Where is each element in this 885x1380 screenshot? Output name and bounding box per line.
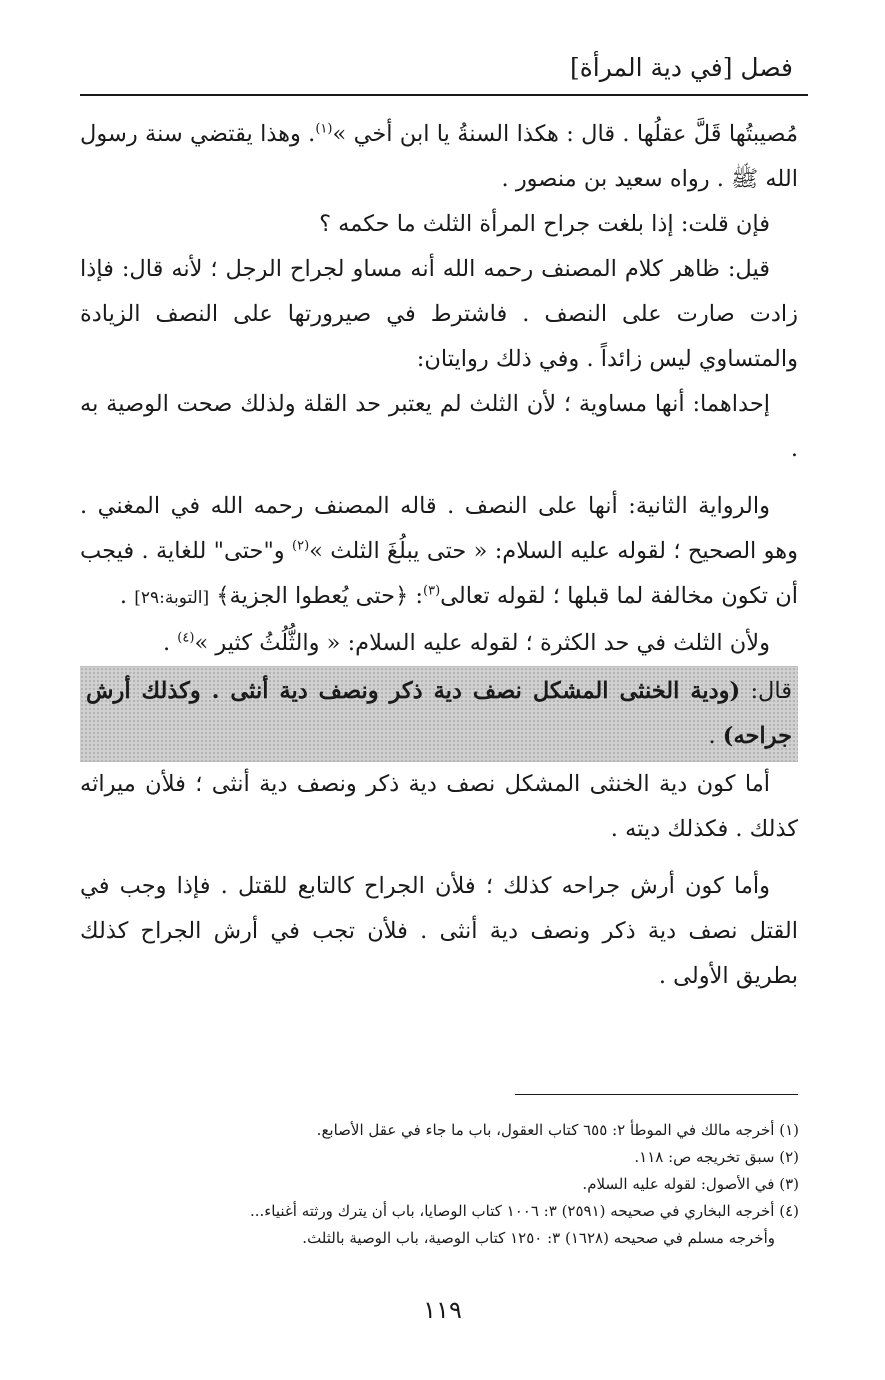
footnote-ref-4[interactable]: (٤) (177, 630, 195, 646)
paragraph-3: قيل: ظاهر كلام المصنف رحمه الله أنه مساو لجراح الرجل ؛ لأنه قال: فإذا زادت صارت على النصف . فاشترط في صيرورتها على النصف الزيادة والمتساوي ليس زائداً . وفي ذلك روايتان: (80, 256, 798, 372)
paragraph-5-part-2: و"حتى" للغاية . فيجب أن تكون مخالفة لما قبلها ؛ لقوله تعالى (80, 538, 798, 609)
footnote-ref-2[interactable]: (٢) (292, 538, 310, 554)
paragraph-6-end: . (162, 630, 178, 656)
footnote-4-continuation: وأخرجه مسلم في صحيحه (١٦٢٨) ٣: ١٢٥٠ كتاب الوصية، باب الوصية بالثلث. (302, 1229, 775, 1247)
footnote-ref-1[interactable]: (١) (315, 121, 333, 137)
paragraph-6 (80, 621, 798, 666)
footnote-2: (٢) سبق تخريجه ص: ١١٨. (634, 1148, 799, 1166)
main-text (80, 112, 798, 999)
matn-text: (ودية الخنثى المشكل نصف دية ذكر ونصف دية أنثى . وكذلك أرش جراحه) (86, 678, 792, 749)
footnote-4: (٤) أخرجه البخاري في صحيحه (٢٥٩١) ٣: ١٠٠٦ كتاب الوصايا، باب أن يترك ورثته أغنياء... (249, 1202, 799, 1220)
quran-reference: [التوبة:٢٩] (134, 588, 210, 608)
matn-suffix: . (708, 723, 723, 749)
paragraph-7: أما كون دية الخنثى المشكل نصف دية ذكر ونصف دية أنثى ؛ فلأن ميراثه كذلك . فكذلك ديته . (80, 771, 798, 842)
paragraph-5-part-1: والرواية الثانية: أنها على النصف . قاله المصنف رحمه الله في المغني . وهو الصحيح ؛ لقوله عليه السلام: « حتى يبلُغَ الثلث » (80, 493, 798, 564)
running-header-title: فصل [في دية المرأة] (569, 53, 793, 82)
paragraph-5-end: . (119, 583, 135, 609)
matn-prefix: قال: (740, 678, 792, 704)
footnotes (79, 1117, 799, 1252)
footnote-ref-3[interactable]: (٣) (423, 583, 441, 599)
page-number: ١١٩ (423, 1296, 462, 1324)
paragraph-6-start: ولأن الثلث في حد الكثرة ؛ لقوله عليه السلام: « والثُّلُثُ كثير » (194, 630, 770, 656)
highlighted-matn (80, 666, 798, 762)
paragraph-1-start: مُصيبتُها قَلَّ عقلُها . قال : هكذا السنةُ يا ابن أخي » (332, 121, 798, 147)
footnote-1: (١) أخرجه مالك في الموطأ ٢: ٦٥٥ كتاب العقول، باب ما جاء في عقل الأصابع. (316, 1121, 799, 1139)
paragraph-8: وأما كون أرش جراحه كذلك ؛ فلأن الجراح كالتابع للقتل . فإذا وجب في القتل نصف دية ذكر ونصف دية أنثى . فلأن تجب في أرش الجراح كذلك بطريق الأولى . (80, 873, 798, 989)
paragraph-1 (80, 112, 798, 202)
paragraph-1-end: . وهذا يقتضي سنة رسول الله ﷺ . رواه سعيد بن منصور . (80, 121, 798, 192)
footnote-3: (٣) في الأصول: لقوله عليه السلام. (582, 1175, 799, 1193)
footnote-separator (515, 1094, 798, 1095)
header-rule (80, 94, 808, 96)
paragraph-4: إحداهما: أنها مساوية ؛ لأن الثلث لم يعتبر حد القلة ولذلك صحت الوصية به . (80, 391, 798, 462)
paragraph-2: فإن قلت: إذا بلغت جراح المرأة الثلث ما حكمه ؟ (319, 211, 770, 237)
paragraph-5 (80, 484, 798, 621)
quran-quote: : ﴿حتى يُعطوا الجزية﴾ (209, 583, 423, 609)
